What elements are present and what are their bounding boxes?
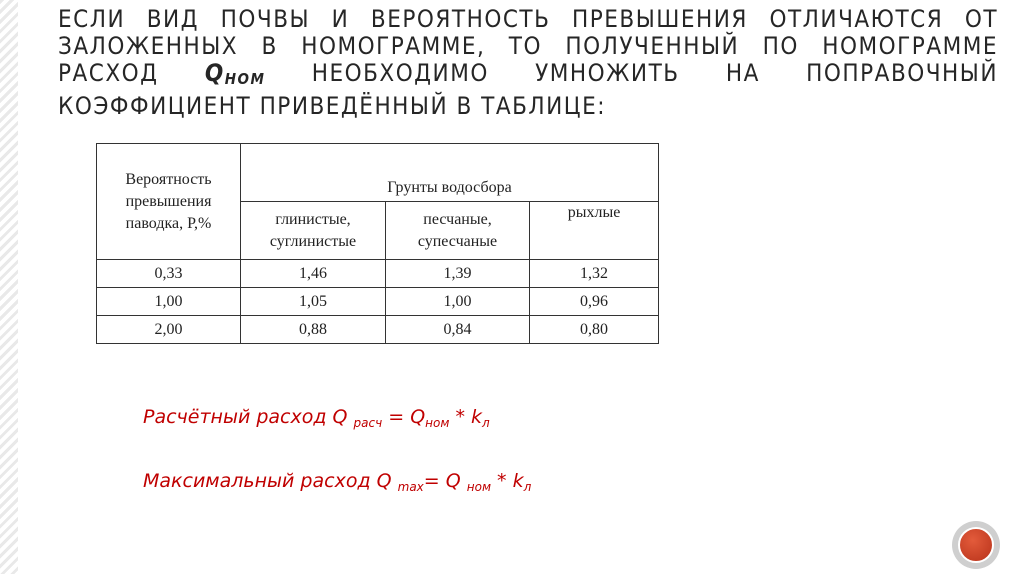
table-cell: 1,39 [386,260,530,288]
table-cell: 1,32 [530,260,659,288]
table-cell: 1,00 [97,288,241,316]
table-cell: 0,33 [97,260,241,288]
column-header-loose: рыхлые [530,202,659,260]
formula-multiply: * k [491,470,524,492]
table-row [97,288,659,316]
design-discharge-formula [143,406,490,430]
table-cell: 0,80 [530,316,659,344]
formula-equals: = Q [423,470,467,492]
correction-coefficient-table [96,143,659,344]
table-cell: 0,84 [386,316,530,344]
table-cell: 1,00 [386,288,530,316]
formula-subscript: расч [353,416,383,430]
table-row [97,260,659,288]
soil-group-header: Грунты водосбора [241,144,659,202]
circle-icon [958,527,994,563]
decorative-stripe [0,0,18,574]
q-letter: Q [204,59,225,87]
formula-label: Расчётный расход Q [143,406,354,428]
table-cell: 0,88 [241,316,386,344]
table-row [97,316,659,344]
formula-label: Максимальный расход Q [143,470,398,492]
table-cell: 0,96 [530,288,659,316]
table-cell: 1,05 [241,288,386,316]
slide-heading [58,6,998,120]
q-nom-symbol [205,59,266,87]
formula-subscript: max [397,480,424,494]
q-subscript: НОМ [224,70,266,88]
heading-text-a: ЕСЛИ ВИД ПОЧВЫ И ВЕРОЯТНОСТЬ ПРЕВЫШЕНИЯ ОТЛИЧАЮТСЯ ОТ ЗАЛОЖЕННЫХ В НОМОГРАММЕ, ТО ПОЛУЧЕННЫЙ ПО НОМОГРАММЕ РАСХОД [58,5,998,87]
formula-subscript: л [482,416,490,430]
formula-subscript: ном [425,416,450,430]
max-discharge-formula [143,470,531,494]
column-header-sand: песчаные, супесчаные [386,202,530,260]
column-header-clay: глинистые, суглинистые [241,202,386,260]
heading-text-b: НЕОБХОДИМО УМНОЖИТЬ НА ПОПРАВОЧНЫЙ КОЭФФИЦИЕНТ ПРИВЕДЁННЫЙ В ТАБЛИЦЕ: [58,59,998,120]
formula-subscript: л [523,480,532,494]
table-cell: 1,46 [241,260,386,288]
probability-header-cell: Вероятность превышения паводка, Р,% [97,144,241,260]
formula-subscript: ном [466,480,492,494]
formula-multiply: * k [449,406,483,428]
formula-equals: = Q [382,406,426,428]
table-cell: 2,00 [97,316,241,344]
slide-nav-button[interactable] [952,521,1000,569]
